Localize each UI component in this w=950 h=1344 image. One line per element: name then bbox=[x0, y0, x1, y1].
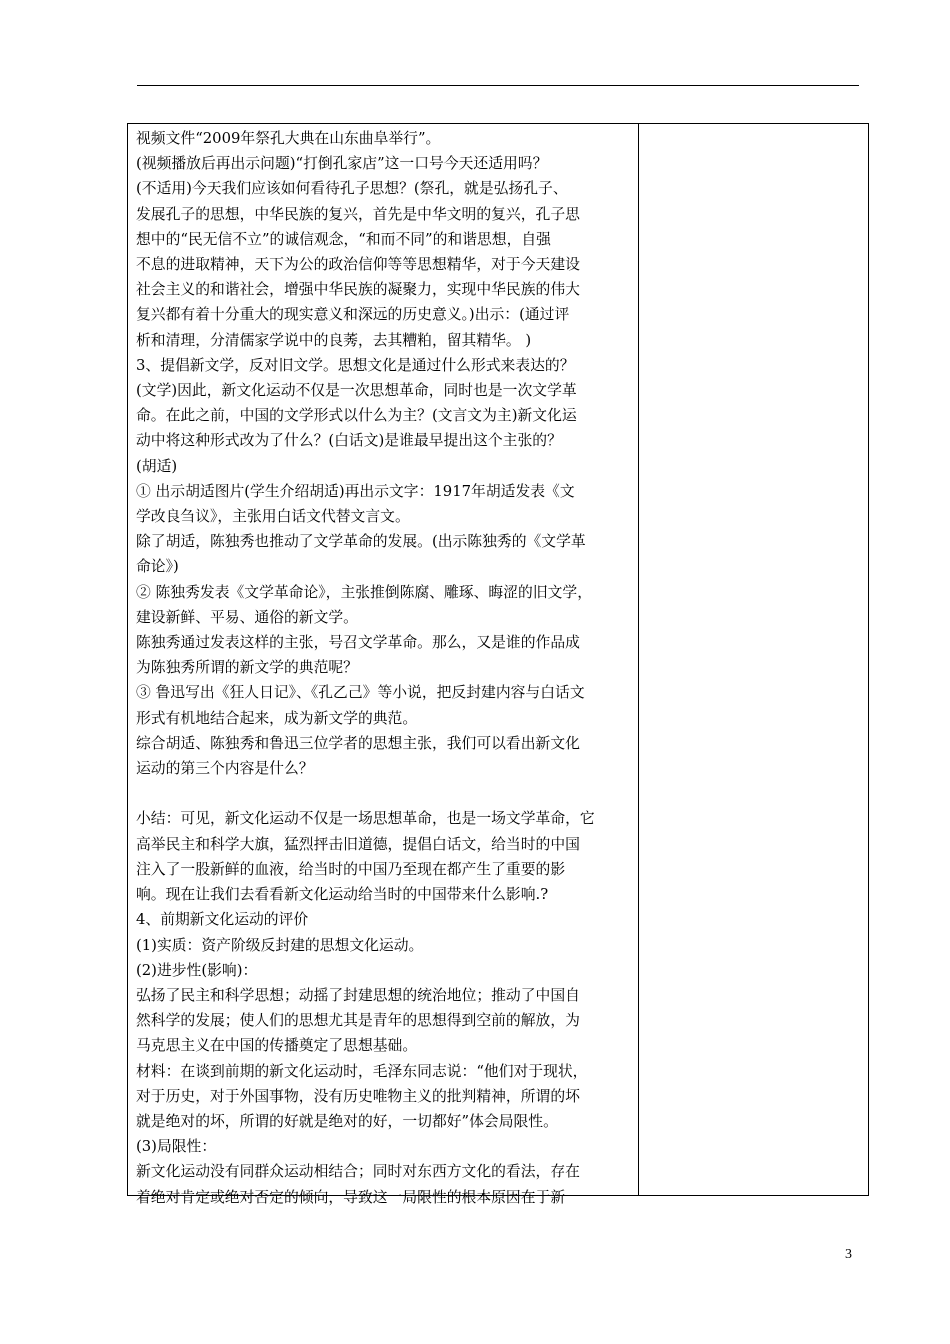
text-line: 对于历史，对于外国事物，没有历史唯物主义的批判精神，所谓的坏 bbox=[136, 1087, 580, 1105]
text-line: (1)实质：资产阶级反封建的思想文化运动。 bbox=[136, 936, 424, 954]
text-line: (不适用)今天我们应该如何看待孔子思想？(祭孔，就是弘扬孔子、 bbox=[136, 180, 568, 198]
text-line: 小结：可见，新文化运动不仅是一场思想革命，也是一场文学革命，它 bbox=[136, 810, 595, 828]
text-line: 除了胡适，陈独秀也推动了文学革命的发展。(出示陈独秀的《文学革 bbox=[136, 533, 586, 551]
content-table bbox=[127, 123, 869, 1206]
text-line: 新文化运动没有同群众运动相结合；同时对东西方文化的看法，存在 bbox=[136, 1163, 580, 1181]
text-line: 弘扬了民主和科学思想；动摇了封建思想的统治地位；推动了中国自 bbox=[136, 986, 580, 1004]
text-line: ① 出示胡适图片(学生介绍胡适)再出示文字：1917年胡适发表《文 bbox=[136, 482, 575, 500]
text-line: 马克思主义在中国的传播奠定了思想基础。 bbox=[136, 1037, 418, 1055]
text-line: 陈独秀通过发表这样的主张，号召文学革命。那么，又是谁的作品成 bbox=[136, 634, 580, 652]
text-line: (视频播放后再出示问题)“打倒孔家店”这一口号今天还适用吗？ bbox=[136, 155, 548, 173]
page-number: 3 bbox=[845, 1247, 852, 1262]
text-line: (胡适) bbox=[136, 457, 178, 475]
text-line: 发展孔子的思想，中华民族的复兴，首先是中华文明的复兴，孔子思 bbox=[136, 205, 580, 223]
text-line bbox=[136, 781, 634, 806]
text-line: 高举民主和科学大旗，猛烈抨击旧道德，提倡白话文，给当时的中国 bbox=[136, 835, 580, 853]
text-line: 命论》) bbox=[136, 558, 179, 576]
text-line: 动中将这种形式改为了什么？(白话文)是谁最早提出这个主张的？ bbox=[136, 432, 562, 450]
text-line: (文学)因此，新文化运动不仅是一次思想革命，同时也是一次文学革 bbox=[136, 382, 577, 400]
text-line: 形式有机地结合起来，成为新文学的典范。 bbox=[136, 709, 418, 727]
text-line: 综合胡适、陈独秀和鲁迅三位学者的思想主张，我们可以看出新文化 bbox=[136, 734, 580, 752]
text-line: 建设新鲜、平易、通俗的新文学。 bbox=[136, 608, 358, 626]
text-line: 注入了一股新鲜的血液，给当时的中国乃至现在都产生了重要的影 bbox=[136, 860, 566, 878]
text-line: 材料：在谈到前期的新文化运动时，毛泽东同志说：“他们对于现状， bbox=[136, 1062, 588, 1080]
text-line: 着绝对肯定或绝对否定的倾向，导致这一局限性的根本原因在于新 bbox=[136, 1188, 566, 1206]
text-line: 社会主义的和谐社会，增强中华民族的凝聚力，实现中华民族的伟大 bbox=[136, 281, 580, 299]
right-column-cell bbox=[639, 124, 868, 1195]
text-line: 就是绝对的坏，所谓的好就是绝对的好，一切都好”体会局限性。 bbox=[136, 1112, 558, 1130]
text-line: (3)局限性： bbox=[136, 1138, 217, 1156]
text-line: 学改良刍议》，主张用白话文代替文言文。 bbox=[136, 508, 410, 526]
text-line: 析和清理，分清儒家学说中的良莠，去其糟粕，留其精华。 ) bbox=[136, 331, 532, 349]
text-line: 4、前期新文化运动的评价 bbox=[136, 911, 309, 929]
text-line: 为陈独秀所谓的新文学的典范呢？ bbox=[136, 659, 358, 677]
text-line: 不息的进取精神，天下为公的政治信仰等等思想精华，对于今天建设 bbox=[136, 256, 580, 274]
text-line: 然科学的发展；使人们的思想尤其是青年的思想得到空前的解放，为 bbox=[136, 1012, 580, 1030]
text-line: 视频文件“2009年祭孔大典在山东曲阜举行”。 bbox=[136, 130, 441, 147]
text-line: 响。现在让我们去看看新文化运动给当时的中国带来什么影响.? bbox=[136, 886, 549, 904]
left-column-cell bbox=[136, 126, 634, 1206]
text-line: (2)进步性(影响)： bbox=[136, 961, 258, 979]
text-line: ② 陈独秀发表《文学革命论》，主张推倒陈腐、雕琢、晦涩的旧文学， bbox=[136, 583, 593, 601]
text-line: 命。在此之前，中国的文学形式以什么为主？(文言文为主)新文化运 bbox=[136, 407, 577, 425]
text-line: 运动的第三个内容是什么？ bbox=[136, 760, 314, 778]
text-line: 想中的“民无信不立”的诚信观念，“和而不同”的和谐思想，自强 bbox=[136, 230, 551, 248]
header-rule bbox=[137, 85, 859, 86]
text-line: 复兴都有着十分重大的现实意义和深远的历史意义。)出示：(通过评 bbox=[136, 306, 570, 324]
text-line: ③ 鲁迅写出《狂人日记》、《孔乙己》等小说，把反封建内容与白话文 bbox=[136, 684, 585, 702]
text-line: 3、提倡新文学，反对旧文学。思想文化是通过什么形式来表达的？ bbox=[136, 356, 575, 374]
